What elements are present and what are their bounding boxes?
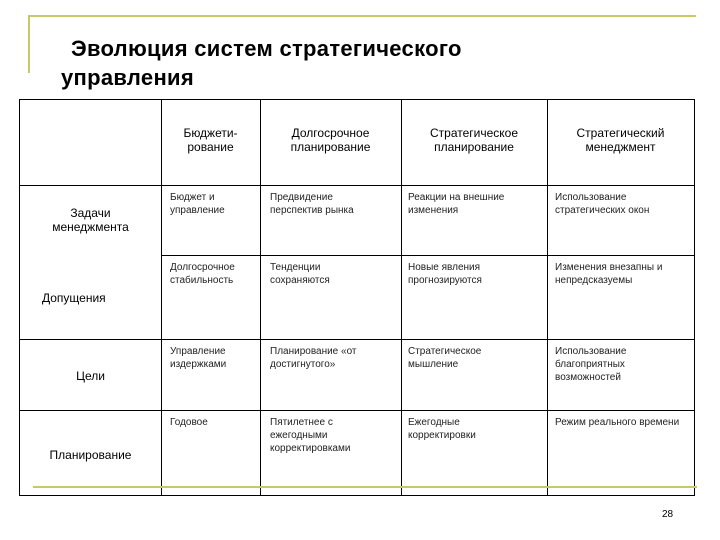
table-cell: Ежегодные корректировки xyxy=(408,417,476,441)
row-label-planning: Планирование xyxy=(49,448,132,462)
table-cell: Планирование «от достигнутого» xyxy=(270,346,357,370)
table-hline xyxy=(20,339,694,340)
table-vline xyxy=(547,100,548,495)
table-cell: Предвидение перспектив рынка xyxy=(270,192,354,216)
table-cell: Долгосрочное стабильность xyxy=(170,262,235,286)
decorative-bottom-line xyxy=(33,486,697,488)
table-vline xyxy=(260,100,261,495)
table-cell: Тенденции сохраняются xyxy=(270,262,330,286)
row-label-goals: Цели xyxy=(76,369,105,383)
table-vline xyxy=(401,100,402,495)
column-header-budgeting: Бюджети- рование xyxy=(183,126,238,154)
table-hline xyxy=(20,185,694,186)
table-cell: Режим реального времени xyxy=(555,417,680,428)
table-cell: Управление издержками xyxy=(170,346,227,370)
column-header-strategic-management: Стратегический менеджмент xyxy=(576,126,665,154)
table-cell: Стратегическое мышление xyxy=(408,346,482,370)
slide-title xyxy=(61,34,462,92)
table-vline xyxy=(161,100,162,495)
table-cell: Годовое xyxy=(170,417,208,428)
decorative-left-line xyxy=(28,15,30,73)
slide-title-line-2: управления xyxy=(61,65,195,90)
table-cell: Реакции на внешние изменения xyxy=(408,192,505,216)
page-number: 28 xyxy=(662,509,674,520)
column-header-strategic-planning: Стратегическое планирование xyxy=(429,126,519,154)
evolution-table xyxy=(19,99,695,496)
column-header-long-term-planning: Долгосрочное планирование xyxy=(290,126,371,154)
decorative-top-line xyxy=(28,15,696,17)
table-cell: Использование благоприятных возможностей xyxy=(555,346,627,383)
table-cell: Изменения внезапны и непредсказуемы xyxy=(555,262,663,286)
slide-title-line-1: Эволюция систем стратегического xyxy=(71,36,462,61)
table-hline xyxy=(20,410,694,411)
table-cell: Пятилетнее с ежегодными корректировками xyxy=(270,417,351,454)
table-cell: Использование стратегических окон xyxy=(555,192,650,216)
table-hline xyxy=(161,255,694,256)
row-label-management-tasks: Задачи менеджмента xyxy=(52,206,129,234)
table-cell: Новые явления прогнозируются xyxy=(408,262,482,286)
row-label-assumptions: Допущения xyxy=(42,291,106,305)
table-cell: Бюджет и управление xyxy=(170,192,225,216)
